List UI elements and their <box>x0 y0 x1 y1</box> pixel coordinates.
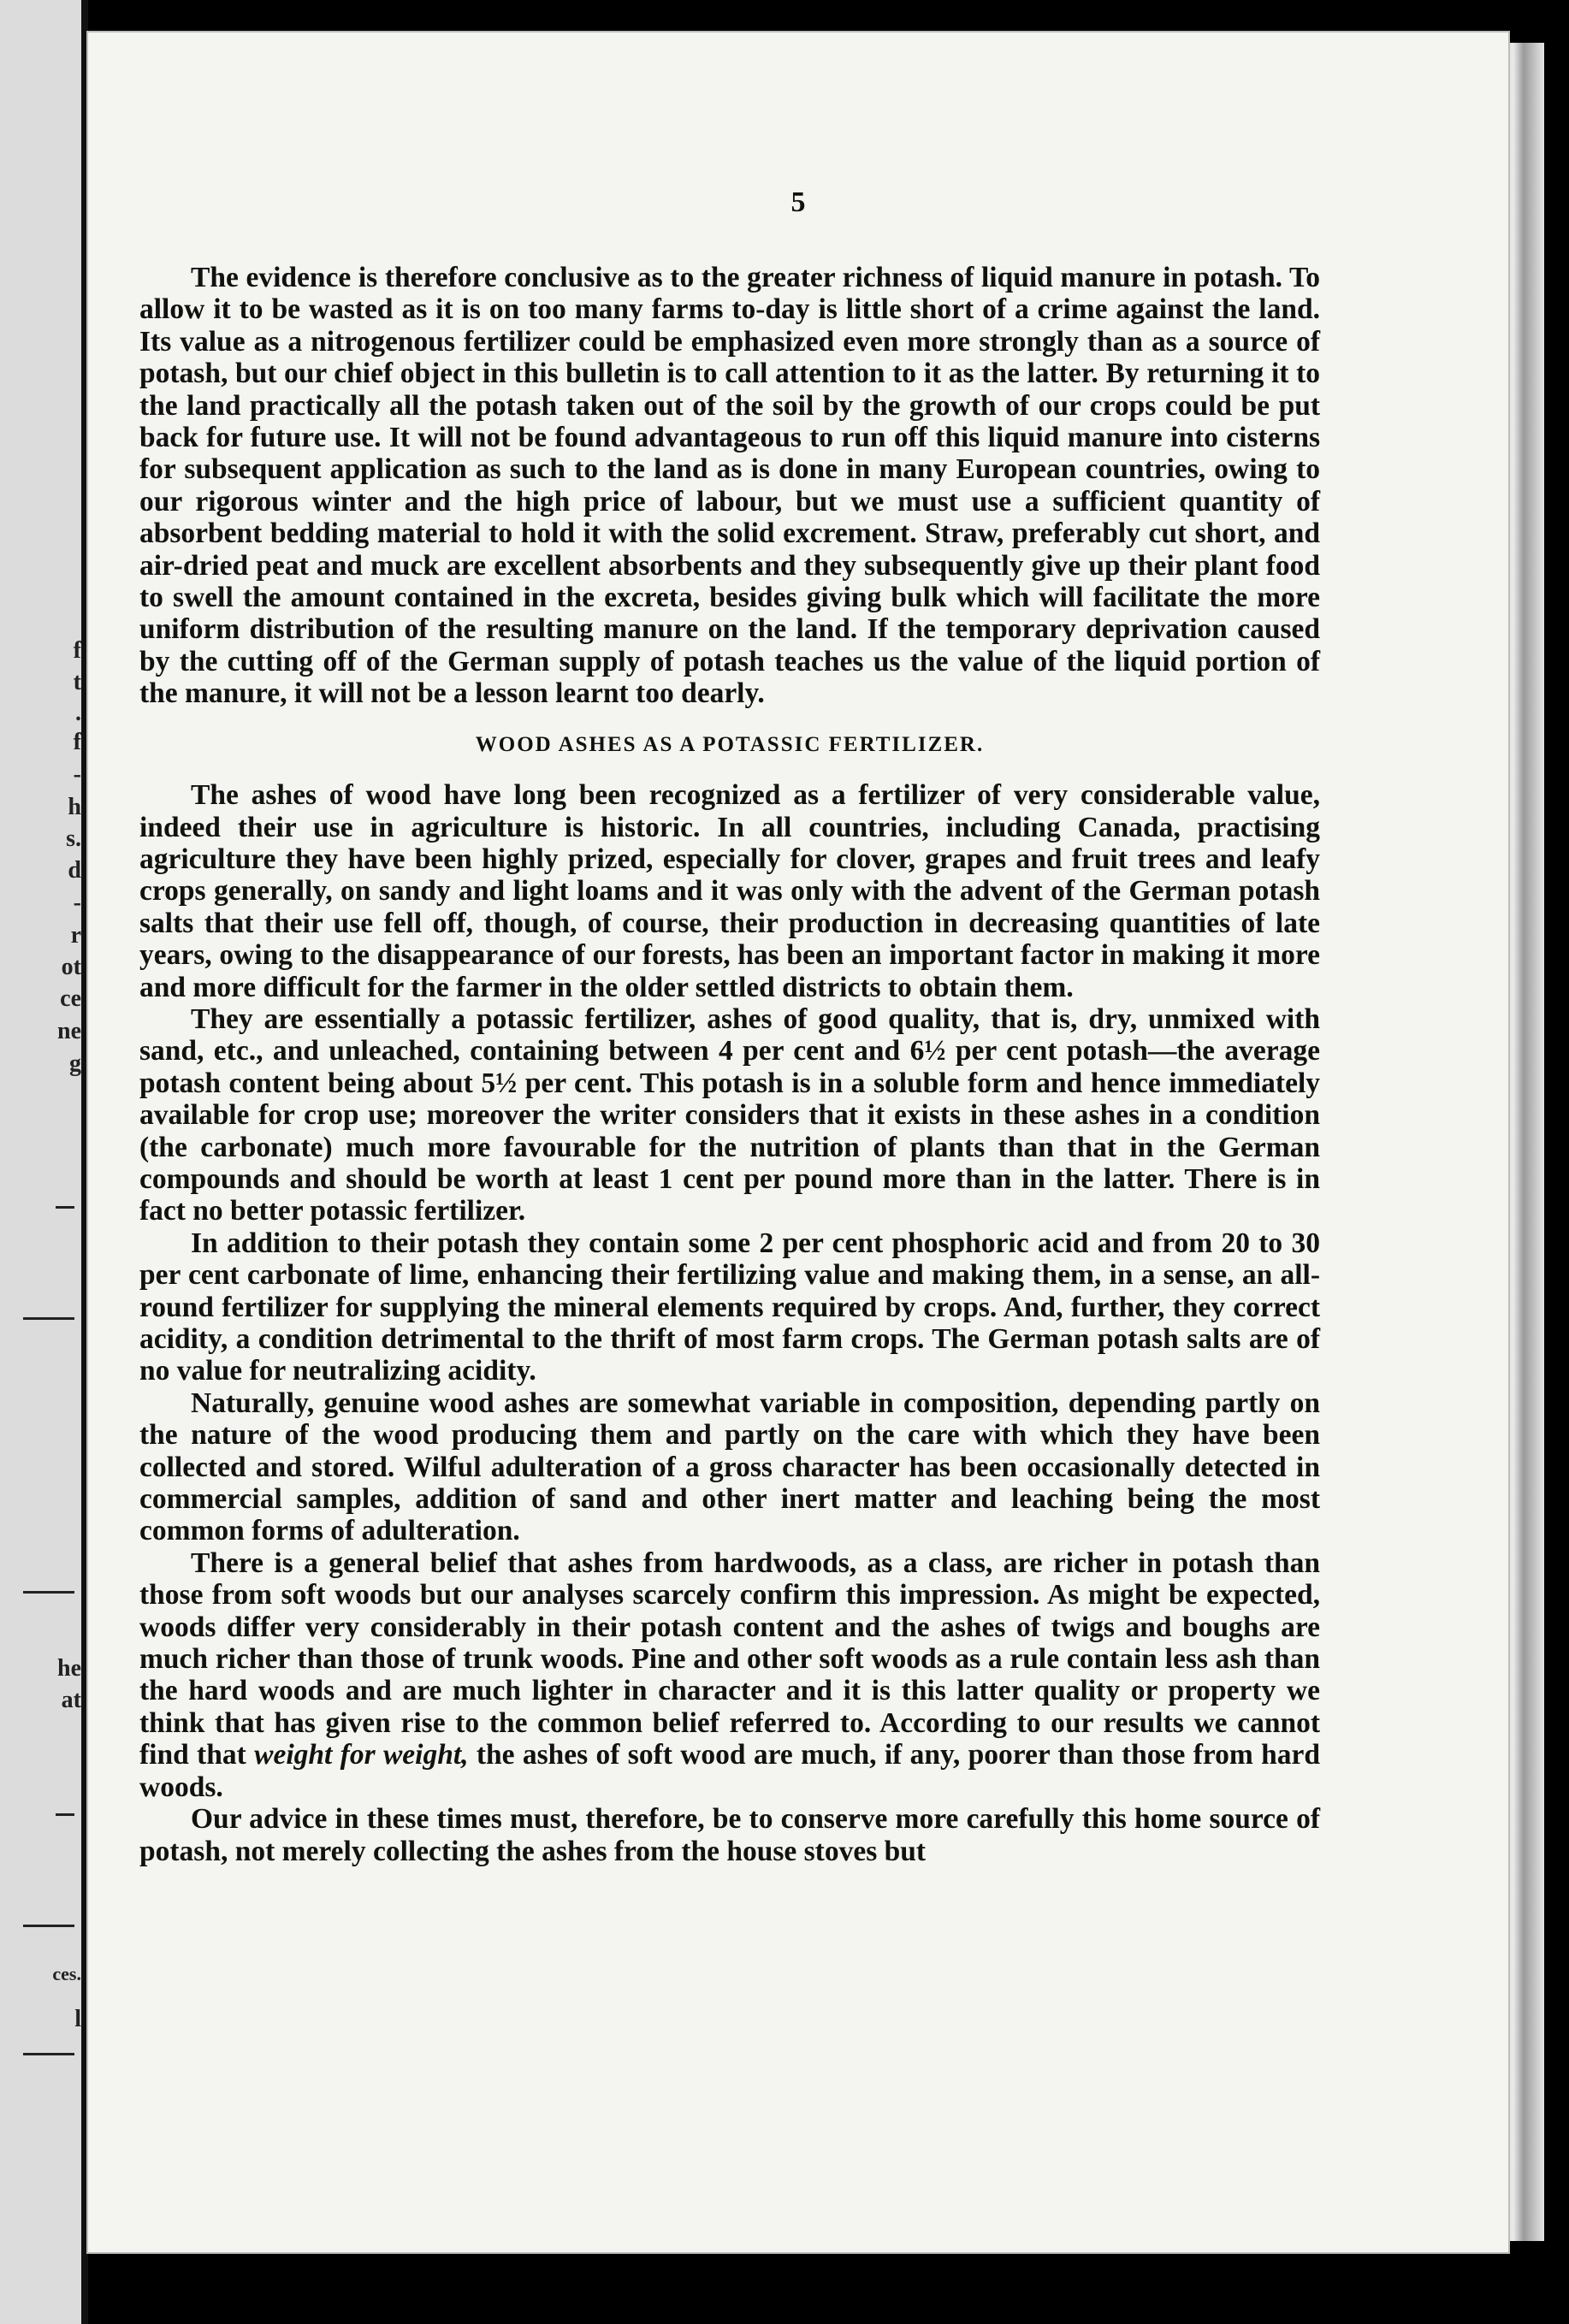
left-fragment: r <box>70 922 81 949</box>
left-fragment: d <box>68 857 81 884</box>
left-fragment: at <box>61 1687 81 1713</box>
page-number: 5 <box>790 186 806 218</box>
facing-page-edge <box>0 0 88 2324</box>
paragraph: Our advice in these times must, therefore, be to conserve more carefully this home source of potash, not merely collecting the ashes from the house stoves but <box>139 1803 1320 1867</box>
left-rule <box>23 2053 74 2055</box>
left-rule <box>56 1206 74 1209</box>
paragraph: The ashes of wood have long been recognized as a fertilizer of very considerable value, indeed their use in agriculture is historic. In all countries, including Canada, practising agriculture they have been highly prized, especially for clover, grapes and fruit trees and leafy crops generally, on sandy and light loams and it was only with the advent of the German potash salts that their use fell off, though, of course, their production in decreasing quantities of late years, owing to the disappearance of our forests, has been an important factor in making it more and more difficult for the farmer in the older settled districts to obtain them. <box>139 779 1320 1003</box>
left-fragment: ce <box>60 985 81 1012</box>
paragraph-text: There is a general belief that ashes from hardwoods, as a class, are richer in potash than those from soft woods but our analyses scarcely confirm this impression. As might be expected, woods differ very considerably in their potash content and the ashes of twigs and boughs are much richer than those of trunk woods. Pine and other soft woods as a rule contain less ash than the hard woods and are much lighter in character and it is this latter quality or property we think that has given rise to the common belief referred to. According to our results we cannot find that <box>139 1546 1320 1771</box>
left-fragment: ot <box>61 954 81 980</box>
section-heading: WOOD ASHES AS A POTASSIC FERTILIZER. <box>475 732 985 756</box>
paragraph: They are essentially a potassic fertilizer, ashes of good quality, that is, dry, unmixed with sand, etc., and unleached, containing between 4 per cent and 6½ per cent potash—the average potash content being about 5½ per cent. This potash is in a soluble form and hence immediately available for crop use; moreover the writer considers that it exists in these ashes in a condition (the carbonate) much more favourable for the nutrition of plants than that in the German compounds and should be worth at least 1 cent per pound more than in the latter. There is in fact no better potassic fertilizer. <box>139 1002 1320 1227</box>
page-body <box>139 262 1320 1867</box>
paragraph-text: the ashes of soft wood are much, if any, poorer than those from hard woods. <box>139 1739 1321 1803</box>
left-rule <box>23 1591 74 1594</box>
left-rule <box>23 1925 74 1927</box>
left-fragment: - <box>73 890 81 916</box>
left-fragment: g <box>69 1050 81 1077</box>
paragraph: The evidence is therefore conclusive as to the greater richness of liquid manure in potash. To allow it to be wasted as it is on too many farms to-day is little short of a crime against the land. Its value as a nitrogenous fertilizer could be emphasized even more strongly than as a source of potash, but our chief object in this bulletin is to call attention to it as the latter. By returning it to the land practically all the potash taken out of the soil by the growth of our crops could be put back for future use. It will not be found advantageous to run off this liquid manure into cisterns for subsequent application as such to the land as is done in many European countries, owing to our rigorous winter and the high price of labour, but we must use a sufficient quantity of absorbent bedding material to hold it with the solid excrement. Straw, preferably cut short, and air-dried peat and muck are excellent absorbents and they subsequently give up their plant food to swell the amount contained in the excreta, besides giving bulk which will facilitate the more uniform distribution of the resulting manure on the land. If the temporary deprivation caused by the cutting off of the German supply of potash teaches us the value of the liquid portion of the manure, it will not be a lesson learnt too dearly. <box>139 262 1320 710</box>
left-fragment: ces. <box>52 1963 81 1984</box>
paragraph: Naturally, genuine wood ashes are somewhat variable in composition, depending partly on the nature of the wood producing them and partly on the care with which they have been collected and stored. Wilful adulteration of a gross character has been occasionally detected in commercial samples, addition of sand and other inert matter and leaching being the most common forms of adulteration. <box>139 1387 1320 1547</box>
left-fragment: f <box>73 729 81 755</box>
left-fragment: l <box>74 2006 81 2032</box>
left-fragment: . <box>75 700 81 726</box>
left-fragment: - <box>73 761 81 788</box>
left-fragment: t <box>73 669 81 695</box>
left-fragment: s. <box>66 825 81 852</box>
italic-phrase: weight <box>254 1739 333 1771</box>
italic-phrase: for weight, <box>340 1739 469 1771</box>
left-fragment: he <box>57 1655 81 1682</box>
paragraph: In addition to their potash they contain some 2 per cent phosphoric acid and from 20 to 30 per cent carbonate of lime, enhancing their fertilizing value and making them, in a sense, an all-round fertilizer for supplying the mineral elements required by crops. And, further, they correct acidity, a condition detrimental to the thrift of most farm crops. The German potash salts are of no value for neutralizing acidity. <box>139 1227 1320 1387</box>
document-page <box>88 33 1508 2252</box>
left-rule <box>23 1317 74 1320</box>
left-fragment: f <box>73 637 81 664</box>
paragraph-with-italic <box>139 1547 1320 1803</box>
left-rule <box>56 1813 74 1816</box>
left-fragment: h <box>68 794 81 820</box>
left-fragment: ne <box>57 1018 81 1044</box>
